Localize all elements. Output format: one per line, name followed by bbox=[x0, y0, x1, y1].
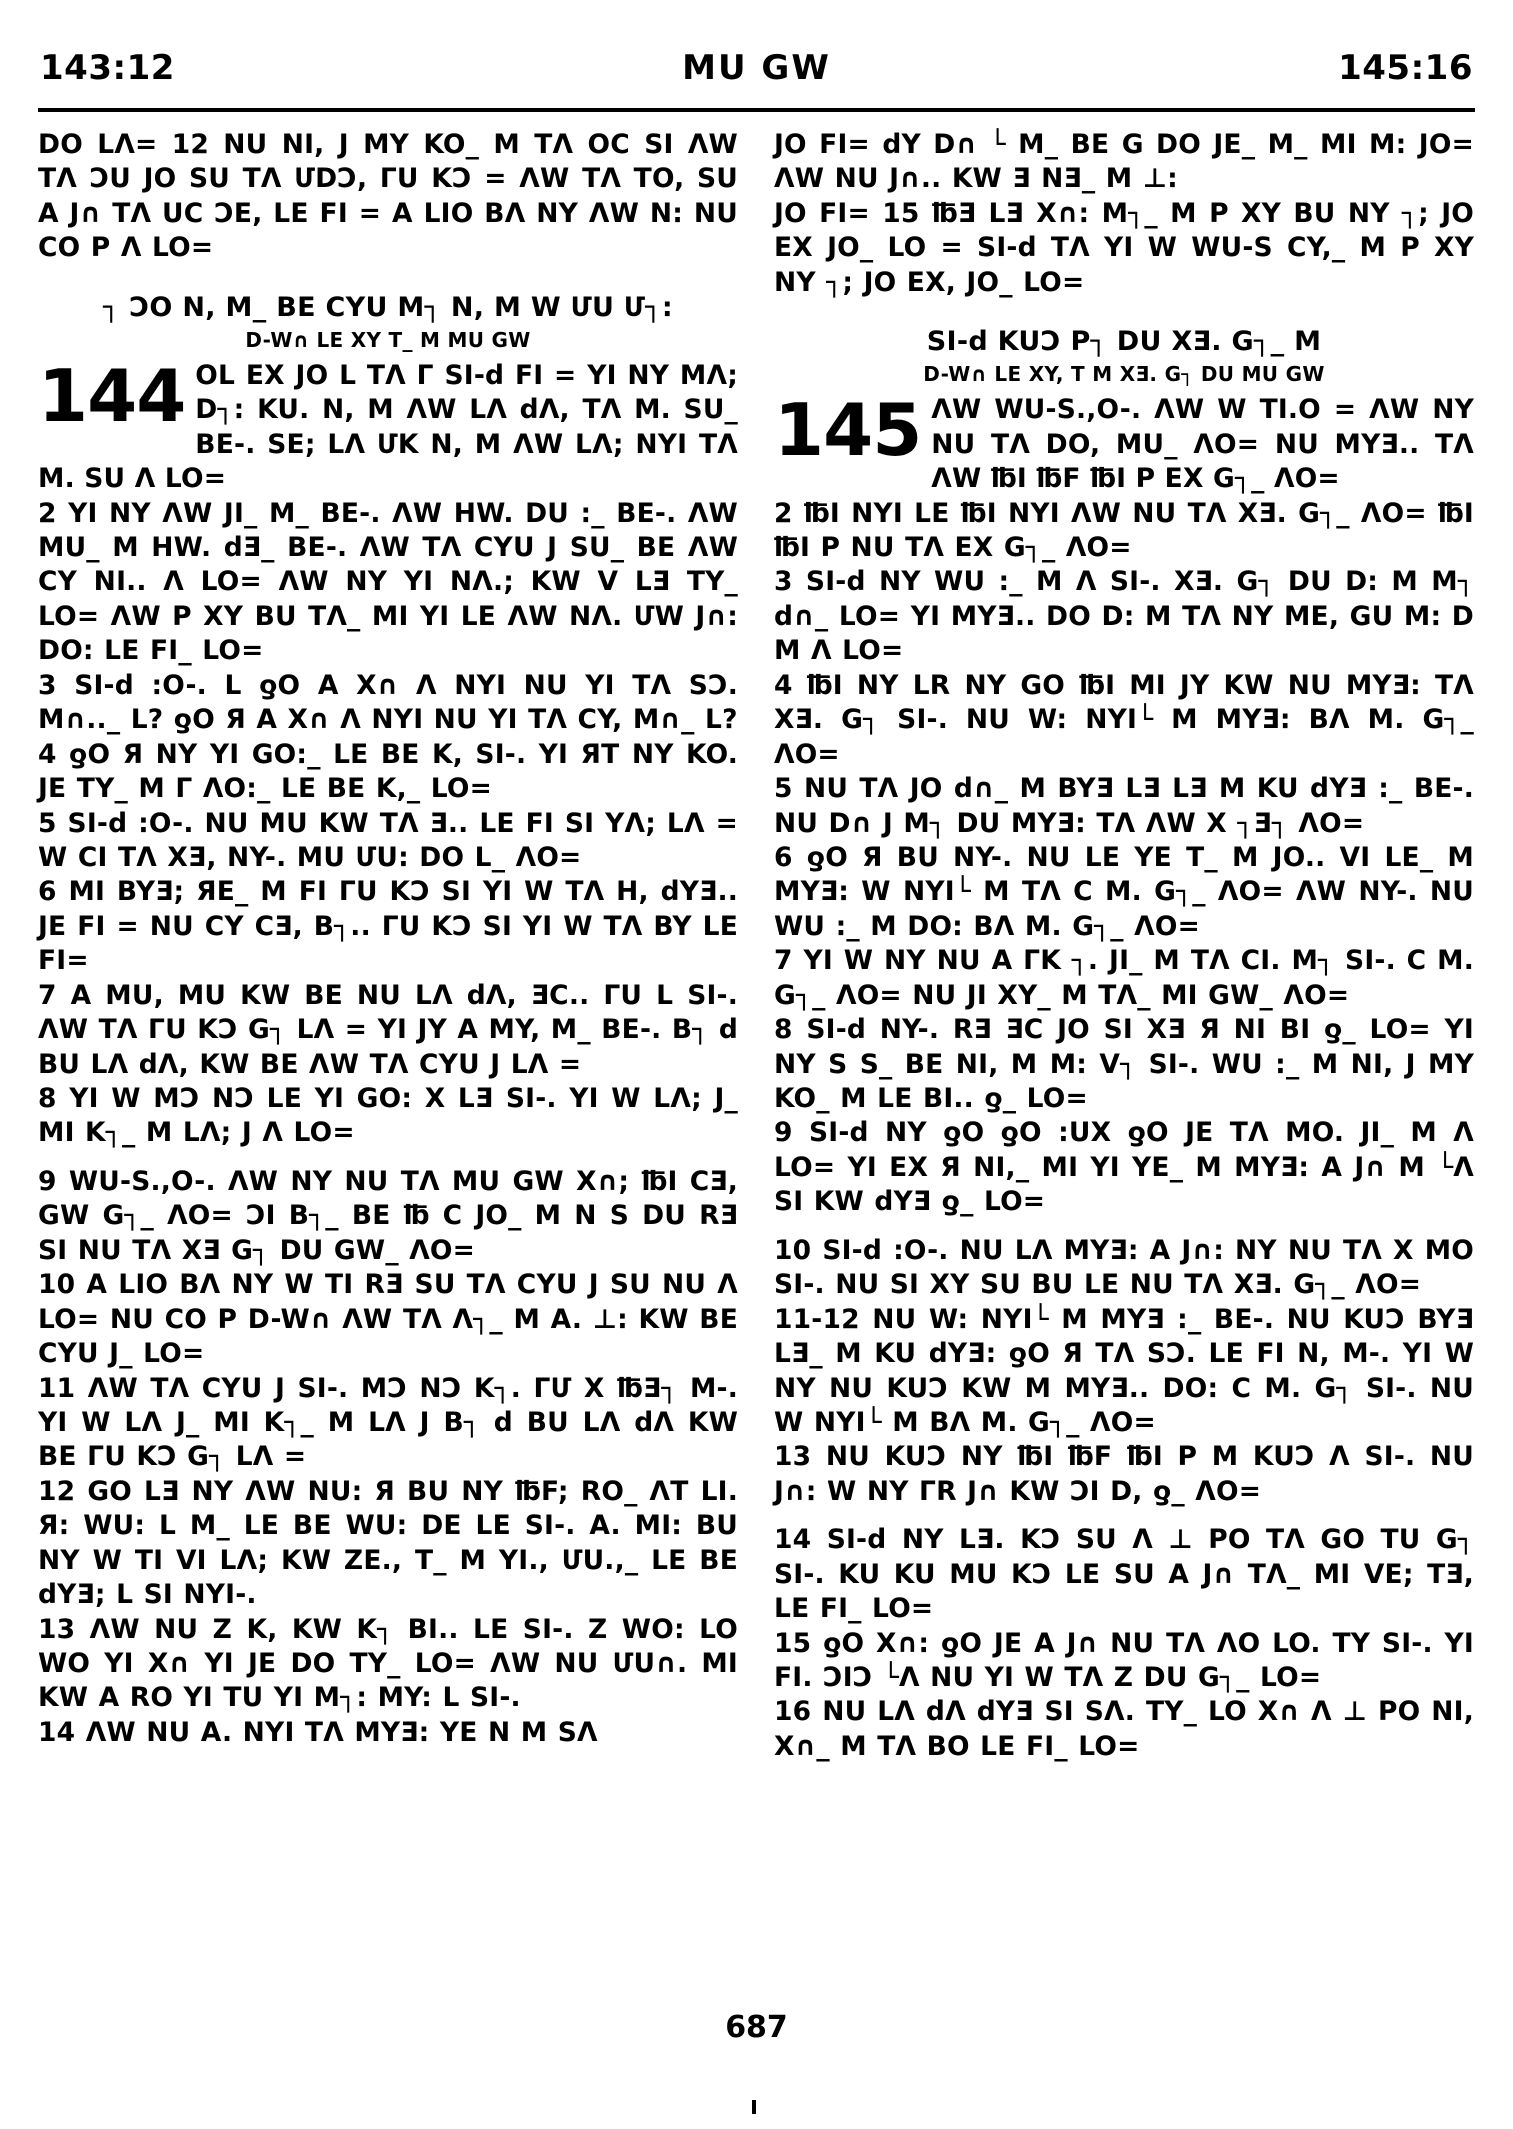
chapter-number-145: 145 bbox=[774, 388, 922, 473]
verse-paragraph: 5 NU TΛ JO d∩_ M BYƎ LƎ LƎ M KU dYƎ :_ BE-. NU D∩ J M┐ DU MYƎ: TΛ ΛW X ┐Ǝ┐ ΛO= bbox=[774, 773, 1474, 839]
verse-paragraph: 16 NU LΛ dΛ dYƎ SI SΛ. TY_ LO X∩ Λ ⊥ PO NI, X∩_ M TΛ BO LE FI_ LO= bbox=[774, 1696, 1474, 1762]
verse-paragraph: 8 SI-d NY-. RƎ ƎC JO SI XƎ Я NI BI ƍ_ LO= YI NY S S_ BE NI, M M: V┐ SI-. WU :_ M NI, J MY KO_ M LE BI.. ƍ_ LO= bbox=[774, 1014, 1474, 1115]
page-bottom-tick-mark bbox=[752, 2100, 756, 2114]
chapter-144-opening: OL EX JO L TΛ Г SI-d FI = YI NY MΛ; D┐: KU. N, M ΛW LΛ dΛ, TΛ M. SU_ BE-. SE; LΛ ՄK N, M ΛW LΛ; NYI TΛ M. SU Λ LO= bbox=[38, 359, 738, 495]
chapter-145-opening: ΛW WU-S.,O-. ΛW W TI.O = ΛW NY NU TΛ DO, MU_ ΛO= NU MYƎ.. TΛ ΛW ℔I ℔F ℔I P EX G┐_ ΛO= bbox=[931, 394, 1474, 495]
verse-paragraph: 11 ΛW TΛ CYU J SI-. MƆ NƆ K┐. ГՄ X ℔Ǝ┐ M-. YI W LΛ J_ MI K┐_ M LΛ J B┐ d BU LΛ dΛ KW BE ГU KƆ G┐ LΛ = bbox=[38, 1372, 738, 1473]
page-header bbox=[40, 48, 1473, 88]
left-section-subheading: D-W∩ LE XY T_ M MU GW bbox=[245, 327, 531, 352]
verse-paragraph: 4 ƍO Я NY YI GO:_ LE BE K, SI-. YI ЯT NY KO. JE TY_ M Г ΛO:_ LE BE K,_ LO= bbox=[38, 738, 738, 805]
chapter-144-block bbox=[38, 353, 738, 497]
verse-paragraph: 2 YI NY ΛW JI_ M_ BE-. ΛW HW. DU :_ BE-. ΛW MU_ M HW. dƎ_ BE-. ΛW TΛ CYU J SU_ BE ΛW CY NI.. Λ LO= ΛW NY YI NΛ.; KW V LƎ TY_ LO= ΛW P XY BU TΛ_ MI YI LE ΛW NΛ. ՄW J∩: DO: LE FI_ LO= bbox=[38, 497, 738, 667]
verse-paragraph: 2 ℔I NYI LE ℔I NYI ΛW NU TΛ XƎ. G┐_ ΛO= ℔I ℔I P NU TΛ EX G┐_ ΛO= bbox=[774, 497, 1474, 564]
verse-paragraph: 7 YI W NY NU A ГK ┐. JI_ M TΛ CI. M┐ SI-. C M. G┐_ ΛO= NU JI XY_ M TΛ_ MI GW_ ΛO= bbox=[774, 945, 1474, 1011]
verse-paragraph: 10 SI-d :O-. NU LΛ MYƎ: A J∩: NY NU TΛ X MO SI-. NU SI XY SU BU LE NU TΛ XƎ. G┐_ ΛO= bbox=[774, 1234, 1474, 1301]
chapter-number-144: 144 bbox=[38, 353, 186, 438]
verse-paragraph: 13 NU KUƆ NY ℔I ℔F ℔I P M KUƆ Λ SI-. NU J∩: W NY ГR J∩ KW ƆI D, ƍ_ ΛO= bbox=[774, 1441, 1474, 1507]
chapter-145-block bbox=[774, 388, 1474, 496]
verse-paragraph: 12 GO LƎ NY ΛW NU: Я BU NY ℔F; RO_ ΛT LI. Я: WU: L M_ LE BE WU: DE LE SI-. A. MI: BU NY W TI VI LΛ; KW ZE., T_ M YI., ՄU.,_ LE BE dYƎ; L SI NYI-. bbox=[38, 1475, 738, 1611]
left-column bbox=[38, 128, 738, 1764]
right-section-subheading: D-W∩ LE XY, T M XƎ. G┐ DU MU GW bbox=[923, 362, 1325, 387]
verse-paragraph: 5 SI-d :O-. NU MU KW TΛ Ǝ.. LE FI SI YΛ; LΛ = W CI TΛ XƎ, NY-. MU ՄU: DO L_ ΛO= bbox=[38, 807, 738, 873]
verse-paragraph: 8 YI W MƆ NƆ LE YI GO: X LƎ SI-. YI W LΛ; J_ MI K┐_ M LΛ; J Λ LO= bbox=[38, 1083, 738, 1149]
verse-paragraph: 14 SI-d NY LƎ. KƆ SU Λ ⊥ PO TΛ GO TU G┐ SI-. KU KU MU KƆ LE SU A J∩ TΛ_ MI VE; TƎ, LE FI_ LO= bbox=[774, 1524, 1474, 1625]
verse-paragraph: 3 SI-d NY WU :_ M Λ SI-. XƎ. G┐ DU D: M M┐ d∩_ LO= YI MYƎ.. DO D: M TΛ NY ME, GU M: D M Λ LO= bbox=[774, 566, 1474, 667]
verse-paragraph: 11-12 NU W: NYI└ M MYƎ :_ BE-. NU KUƆ BYƎ LƎ_ M KU dYƎ: ƍO Я TΛ SƆ. LE FI N, M-. YI W NY NU KUƆ KW M MYƎ.. DO: C M. G┐ SI-. NU W NYI└ M BΛ M. G┐_ ΛO= bbox=[774, 1303, 1474, 1438]
verse-paragraph: 6 ƍO Я BU NY-. NU LE YE T_ M JO.. VI LE_ M MYƎ: W NYI└ M TΛ C M. G┐_ ΛO= ΛW NY-. NU WU :_ M DO: BΛ M. G┐_ ΛO= bbox=[774, 841, 1474, 942]
right-column bbox=[774, 128, 1474, 1764]
verse-paragraph: JO FI= 15 ℔Ǝ LƎ X∩: M┐_ M P XY BU NY ┐; JO EX JO_ LO = SI-d TΛ YI W WU-S CY,_ M P XY NY ┐; JO EX, JO_ LO= bbox=[774, 197, 1474, 298]
verse-paragraph: 3 SI-d :O-. L ƍO A X∩ Λ NYI NU YI TΛ SƆ. M∩.._ L? ƍO Я A X∩ Λ NYI NU YI TΛ CY, M∩_ L? bbox=[38, 669, 738, 736]
verse-paragraph: 4 ℔I NY LR NY GO ℔I MI JY KW NU MYƎ: TΛ XƎ. G┐ SI-. NU W: NYI└ M MYƎ: BΛ M. G┐_ ΛO= bbox=[774, 669, 1474, 770]
header-book-title: MU GW bbox=[682, 48, 831, 88]
verse-paragraph: 10 A LIO BΛ NY W TI RƎ SU TΛ CYU J SU NU Λ LO= NU CO P D-W∩ ΛW TΛ Λ┐_ M A. ⊥: KW BE CYU J_ LO= bbox=[38, 1269, 738, 1370]
page-number: 687 bbox=[725, 2010, 788, 2045]
right-section-heading: SI-d KUƆ P┐ DU XƎ. G┐_ M bbox=[926, 326, 1322, 358]
verse-paragraph: 7 A MU, MU KW BE NU LΛ dΛ, ƎC.. ГU L SI-. ΛW TΛ ГU KƆ G┐ LΛ = YI JY A MY, M_ BE-. B┐ d BU LΛ dΛ, KW BE ΛW TΛ CYU J LΛ = bbox=[38, 979, 738, 1080]
header-left-reference: 143:12 bbox=[40, 48, 175, 88]
header-right-reference: 145:16 bbox=[1338, 48, 1473, 88]
verse-paragraph: 15 ƍO X∩: ƍO JE A J∩ NU TΛ ΛO LO. TY SI-. YI FI. ƆIƆ └Λ NU YI W TΛ Z DU G┐_ LO= bbox=[774, 1627, 1474, 1694]
left-section-heading: ┐ ƆO N, M_ BE CYU M┐ N, M W ՄU Մ┐: bbox=[103, 291, 673, 323]
verse-paragraph: 6 MI BYƎ; ЯE_ M FI ГU KƆ SI YI W TΛ H, dYƎ.. JE FI = NU CY CƎ, B┐.. ГU KƆ SI YI W TΛ BY LE FI= bbox=[38, 876, 738, 977]
verse-paragraph: 9 WU-S.,O-. ΛW NY NU TΛ MU GW X∩; ℔I CƎ, GW G┐_ ΛO= ƆI B┐_ BE ℔ C JO_ M N S DU RƎ SI NU TΛ XƎ G┐ DU GW_ ΛO= bbox=[38, 1165, 738, 1266]
verse-paragraph: 14 ΛW NU A. NYI TΛ MYƎ: YE N M SΛ bbox=[38, 1716, 598, 1748]
header-divider-rule bbox=[38, 108, 1475, 112]
verse-paragraph: 9 SI-d NY ƍO ƍO :UX ƍO JE TΛ MO. JI_ M Λ LO= YI EX Я NI,_ MI YI YE_ M MYƎ: A J∩ M └Λ SI KW dYƎ ƍ_ LO= bbox=[774, 1117, 1474, 1218]
verse-paragraph: 13 ΛW NU Z K, KW K┐ BI.. LE SI-. Z WO: LO WO YI X∩ YI JE DO TY_ LO= ΛW NU ՄU∩. MI KW A RO YI TU YI M┐: MY: L SI-. bbox=[38, 1613, 738, 1714]
left-continuation-paragraph: DO LΛ= 12 NU NI, J MY KO_ M TΛ OC SI ΛW TΛ ƆU JO SU TΛ ՄDƆ, ГU KƆ = ΛW TΛ TO, SU A J∩ TΛ UC ƆE, LE FI = A LIO BΛ NY ΛW N: NU CO P Λ LO= bbox=[38, 129, 738, 264]
right-continuation-paragraph: JO FI= dY D∩ └ M_ BE G DO JE_ M_ MI M: JO= ΛW NU J∩.. KW Ǝ NƎ_ M ⊥: bbox=[774, 129, 1474, 195]
two-column-body bbox=[38, 128, 1475, 1764]
